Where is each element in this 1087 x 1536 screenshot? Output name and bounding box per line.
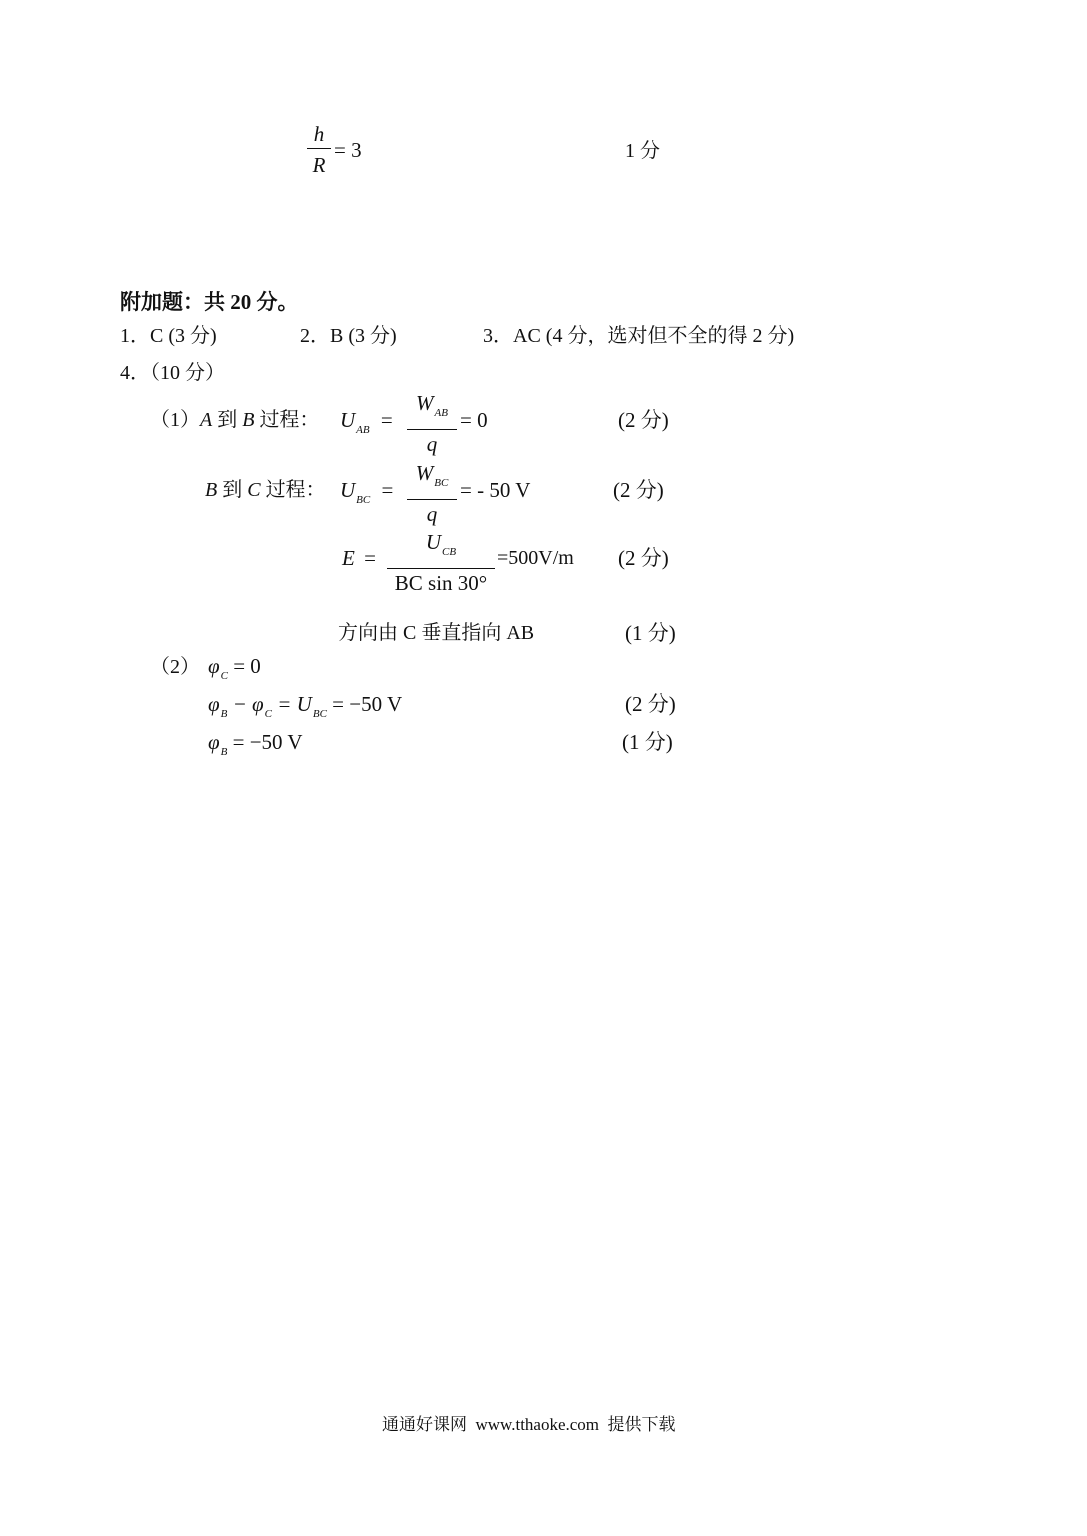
phi-b-score: (1 分) xyxy=(622,730,673,754)
phi-symbol: φ xyxy=(208,654,220,678)
fraction-numerator xyxy=(407,461,457,495)
fraction-bar xyxy=(387,568,495,569)
phi-c-equation xyxy=(208,654,261,688)
uab-rhs: = 0 xyxy=(460,408,488,432)
u-subscript: AB xyxy=(356,424,370,436)
fraction-ucb-over-bcsin30 xyxy=(387,530,495,595)
uab-score: (2 分) xyxy=(618,408,669,432)
var-c: C xyxy=(247,479,261,501)
text-to: 到 xyxy=(212,409,243,431)
w-subscript: BC xyxy=(434,477,449,489)
u-subscript: CB xyxy=(442,546,457,558)
equals-sign: = xyxy=(381,478,394,502)
var-b: B xyxy=(205,479,218,501)
w-subscript: AB xyxy=(434,407,448,419)
fraction-denominator: BC sin 30° xyxy=(394,571,488,595)
footer-text: 通通好课网 www.tthaoke.com 提供下载 xyxy=(382,1415,676,1434)
phi-c-rhs: = 0 xyxy=(227,654,261,678)
uab-lhs xyxy=(340,408,393,442)
phi-difference-score: (2 分) xyxy=(625,692,676,716)
fraction-bar xyxy=(307,148,331,149)
fraction-numerator xyxy=(387,530,495,564)
e-rhs: =500V/m xyxy=(497,547,574,569)
answer-q2: 2．B (3 分) xyxy=(300,325,397,347)
phi-subscript: B xyxy=(220,708,228,720)
top-equation-score: 1 分 xyxy=(625,140,660,162)
part2-label: （2） xyxy=(150,656,200,678)
var-b: B xyxy=(242,409,255,431)
ubc-rhs: = - 50 V xyxy=(460,478,531,502)
text-process: 过程： xyxy=(260,479,326,501)
e-symbol: E xyxy=(342,546,355,570)
fraction-numerator: h xyxy=(313,122,325,146)
var-a: A xyxy=(200,409,213,431)
phi-minus: − φ xyxy=(227,692,264,716)
w-symbol: W xyxy=(415,461,434,485)
phi-symbol: φ xyxy=(208,730,220,754)
phi-b-rhs: = −50 V xyxy=(227,730,303,754)
u-symbol: U xyxy=(340,408,356,432)
ubc-lhs xyxy=(340,478,393,512)
u-symbol: U xyxy=(340,478,356,502)
e-score: (2 分) xyxy=(618,546,669,570)
phi-subscript: B xyxy=(220,746,228,758)
answer-q4: 4．（10 分） xyxy=(120,362,225,384)
part1-ab-prefix xyxy=(150,408,319,432)
ubc-score: (2 分) xyxy=(613,478,664,502)
direction-score: (1 分) xyxy=(625,621,676,645)
phi-difference-rhs: = −50 V xyxy=(326,692,403,716)
phi-b-equation xyxy=(208,730,303,764)
e-lhs xyxy=(342,546,376,570)
phi-subscript: C xyxy=(220,670,228,682)
fraction-denominator: q xyxy=(426,432,438,456)
top-equation-rhs: = 3 xyxy=(334,138,362,162)
fraction-bar xyxy=(407,499,457,500)
direction-text: 方向由 C 垂直指向 AB xyxy=(338,622,535,644)
u-subscript: BC xyxy=(356,494,371,506)
phi-subscript: C xyxy=(264,708,272,720)
equals-sign: = xyxy=(380,408,393,432)
u-subscript: BC xyxy=(312,708,327,720)
fraction-numerator xyxy=(407,391,457,425)
fraction-h-over-r xyxy=(307,122,331,177)
u-symbol: U xyxy=(425,530,442,554)
text-to: 到 xyxy=(217,479,248,501)
fraction-wab-over-q xyxy=(407,391,457,456)
fraction-wbc-over-q xyxy=(407,461,457,526)
fraction-denominator: R xyxy=(312,153,326,177)
equals-u: = U xyxy=(272,692,312,716)
fraction-denominator: q xyxy=(426,502,438,526)
part1-label: （1） xyxy=(150,409,200,431)
phi-symbol: φ xyxy=(208,692,220,716)
text-process: 过程： xyxy=(254,409,320,431)
phi-difference-equation xyxy=(208,692,402,726)
equals-sign: = xyxy=(364,546,376,570)
fraction-bar xyxy=(407,429,457,430)
section-heading: 附加题：共 20 分。 xyxy=(120,290,299,314)
answer-q1: 1．C (3 分) xyxy=(120,325,217,347)
part1-bc-prefix xyxy=(205,478,326,502)
answer-q3: 3．AC (4 分，选对但不全的得 2 分) xyxy=(483,325,795,347)
w-symbol: W xyxy=(416,391,434,415)
